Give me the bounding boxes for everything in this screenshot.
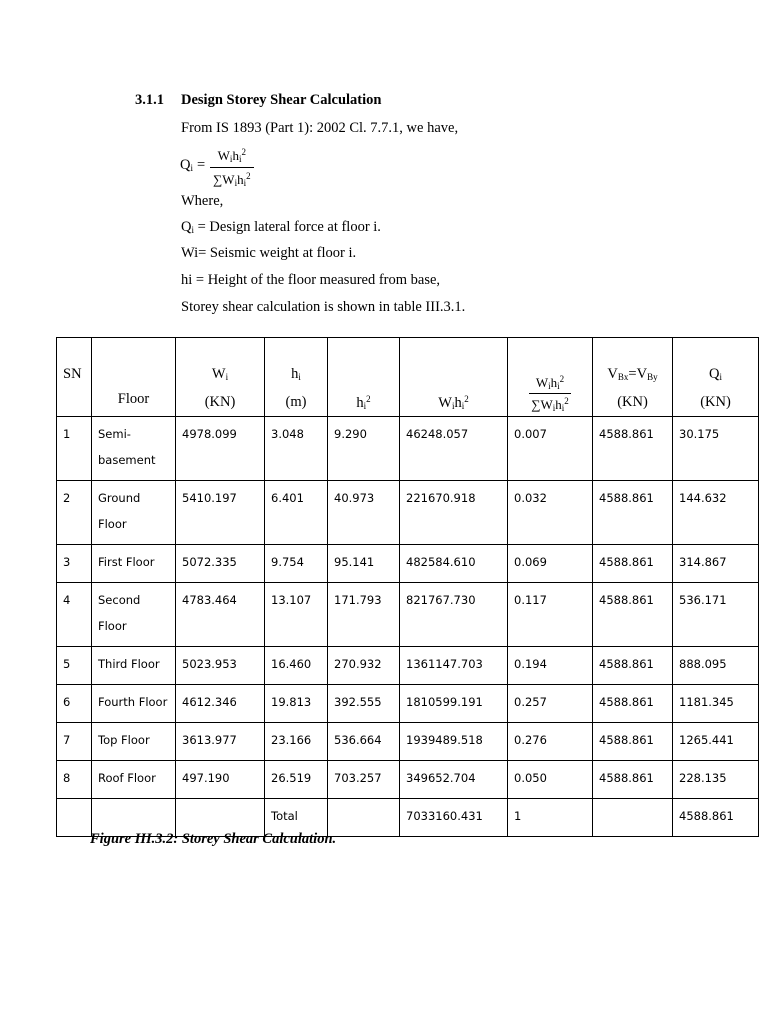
cell-wihi2: 1810599.191 <box>400 685 508 723</box>
cell-wihi2: 482584.610 <box>400 545 508 583</box>
cell-sn: 4 <box>57 583 92 647</box>
header-sn: SN <box>57 338 92 417</box>
header-ratio: $\frac{W_ih_i^2}{\sum W_ih_i^2}$ <box>508 338 593 417</box>
cell-wihi2: 1939489.518 <box>400 723 508 761</box>
cell-v: 4588.861 <box>593 647 673 685</box>
cell-hi2: 270.932 <box>328 647 400 685</box>
cell-wihi2: 46248.057 <box>400 417 508 481</box>
cell-hi: 6.401 <box>265 481 328 545</box>
cell-qi: 144.632 <box>673 481 759 545</box>
table-row <box>57 685 759 723</box>
formula-numerator: $W_ih_i^2$ <box>210 144 254 168</box>
table-header-row <box>57 338 759 417</box>
cell-qi: 888.095 <box>673 647 759 685</box>
header-wihi2: $W_ih_i^2$ <box>400 338 508 417</box>
cell-qi: 30.175 <box>673 417 759 481</box>
cell-ratio: 0.276 <box>508 723 593 761</box>
figure-caption: Figure III.3.2: Storey Shear Calculation. <box>90 831 337 847</box>
formula-fraction <box>210 144 254 192</box>
cell-wi: 4978.099 <box>176 417 265 481</box>
table-row <box>57 417 759 481</box>
cell-hi: 13.107 <box>265 583 328 647</box>
storey-shear-table <box>56 337 759 837</box>
cell-v: 4588.861 <box>593 417 673 481</box>
header-vbx-vby: $V_{Bx}=V_{By}$ (KN) <box>593 338 673 417</box>
cell-v: 4588.861 <box>593 583 673 647</box>
cell-empty <box>57 799 92 837</box>
cell-sn: 3 <box>57 545 92 583</box>
cell-hi2: 95.141 <box>328 545 400 583</box>
cell-hi2: 9.290 <box>328 417 400 481</box>
definition-w: Wi= Seismic weight at floor i. <box>181 245 357 261</box>
cell-wihi2: 1361147.703 <box>400 647 508 685</box>
cell-empty <box>593 799 673 837</box>
cell-sn: 5 <box>57 647 92 685</box>
cell-floor: Second Floor <box>92 583 176 647</box>
definition-h: hi = Height of the floor measured from base, <box>181 272 441 288</box>
cell-wi: 5023.953 <box>176 647 265 685</box>
cell-wi: 4783.464 <box>176 583 265 647</box>
cell-hi: 3.048 <box>265 417 328 481</box>
table-reference: Storey shear calculation is shown in table III.3.1. <box>181 299 466 315</box>
cell-v: 4588.861 <box>593 685 673 723</box>
cell-ratio: 0.194 <box>508 647 593 685</box>
cell-wi: 3613.977 <box>176 723 265 761</box>
cell-qi: 228.135 <box>673 761 759 799</box>
header-hi: $h_i$ (m) <box>265 338 328 417</box>
cell-hi: 16.460 <box>265 647 328 685</box>
cell-qi: 314.867 <box>673 545 759 583</box>
cell-floor: Ground Floor <box>92 481 176 545</box>
cell-sn: 8 <box>57 761 92 799</box>
definition-q: $Q_i$ = Design lateral force at floor i. <box>181 219 381 235</box>
cell-hi: 23.166 <box>265 723 328 761</box>
table-row <box>57 545 759 583</box>
formula-lhs: $Q_i$ <box>180 157 193 173</box>
cell-v: 4588.861 <box>593 723 673 761</box>
cell-qi: 1265.441 <box>673 723 759 761</box>
table-row <box>57 481 759 545</box>
table-row <box>57 723 759 761</box>
cell-wihi2: 821767.730 <box>400 583 508 647</box>
header-wi: $W_i$ (KN) <box>176 338 265 417</box>
header-floor: Floor <box>92 338 176 417</box>
cell-floor: Fourth Floor <box>92 685 176 723</box>
total-ratio: 1 <box>508 799 593 837</box>
cell-wi: 497.190 <box>176 761 265 799</box>
cell-sn: 1 <box>57 417 92 481</box>
cell-ratio: 0.007 <box>508 417 593 481</box>
cell-ratio: 0.032 <box>508 481 593 545</box>
total-wihi2: 7033160.431 <box>400 799 508 837</box>
header-qi: $Q_i$ (KN) <box>673 338 759 417</box>
cell-hi2: 392.555 <box>328 685 400 723</box>
total-label: Total <box>265 799 328 837</box>
cell-hi2: 171.793 <box>328 583 400 647</box>
where-text: Where, <box>181 193 224 209</box>
table-row <box>57 647 759 685</box>
cell-ratio: 0.257 <box>508 685 593 723</box>
section-title: Design Storey Shear Calculation <box>181 92 382 108</box>
cell-wi: 4612.346 <box>176 685 265 723</box>
cell-wi: 5410.197 <box>176 481 265 545</box>
cell-hi2: 703.257 <box>328 761 400 799</box>
header-hi2: $h_i^2$ <box>328 338 400 417</box>
formula-equals: = <box>197 157 206 173</box>
cell-hi2: 40.973 <box>328 481 400 545</box>
formula-denominator: $\sum W_ih_i^2$ <box>213 171 251 188</box>
cell-v: 4588.861 <box>593 761 673 799</box>
cell-hi2: 536.664 <box>328 723 400 761</box>
total-qi: 4588.861 <box>673 799 759 837</box>
cell-ratio: 0.050 <box>508 761 593 799</box>
cell-floor: Roof Floor <box>92 761 176 799</box>
cell-empty <box>328 799 400 837</box>
cell-sn: 6 <box>57 685 92 723</box>
cell-floor: Semi- basement <box>92 417 176 481</box>
cell-qi: 536.171 <box>673 583 759 647</box>
cell-hi: 19.813 <box>265 685 328 723</box>
cell-v: 4588.861 <box>593 545 673 583</box>
cell-sn: 2 <box>57 481 92 545</box>
cell-hi: 9.754 <box>265 545 328 583</box>
cell-sn: 7 <box>57 723 92 761</box>
intro-text: From IS 1893 (Part 1): 2002 Cl. 7.7.1, we have, <box>181 120 459 136</box>
cell-floor: First Floor <box>92 545 176 583</box>
section-heading <box>135 92 381 109</box>
cell-v: 4588.861 <box>593 481 673 545</box>
cell-ratio: 0.069 <box>508 545 593 583</box>
cell-wihi2: 221670.918 <box>400 481 508 545</box>
cell-hi: 26.519 <box>265 761 328 799</box>
cell-wihi2: 349652.704 <box>400 761 508 799</box>
cell-ratio: 0.117 <box>508 583 593 647</box>
cell-floor: Top Floor <box>92 723 176 761</box>
table-row <box>57 583 759 647</box>
section-number: 3.1.1 <box>135 92 164 108</box>
cell-floor: Third Floor <box>92 647 176 685</box>
cell-wi: 5072.335 <box>176 545 265 583</box>
cell-qi: 1181.345 <box>673 685 759 723</box>
table-row <box>57 761 759 799</box>
